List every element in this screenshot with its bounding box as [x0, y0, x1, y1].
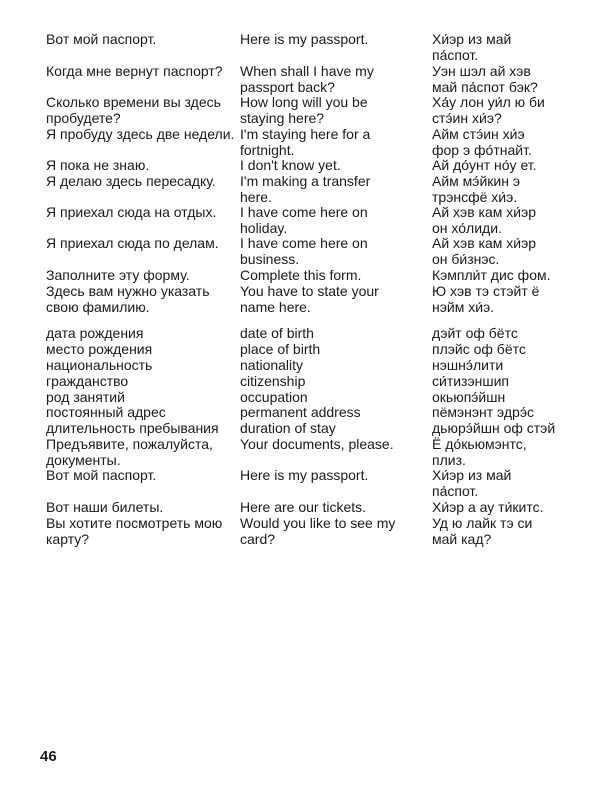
russian-phrase [46, 95, 236, 126]
english-phrase [240, 205, 420, 236]
english-phrase-line: Here is my passport. [240, 31, 369, 47]
english-phrase-line: Would you like to see my [240, 515, 396, 531]
transcription-line: плиз. [432, 451, 466, 468]
transcription [432, 358, 600, 374]
english-phrase-line: duration of stay [240, 420, 336, 436]
transcription-line: Уд ю лайк тэ си [432, 515, 533, 531]
russian-phrase-line: дата рождения [46, 325, 144, 341]
russian-phrase-line: место рождения [46, 341, 153, 357]
english-phrase [240, 64, 420, 95]
russian-phrase-line: Сколько времени вы здесь [46, 94, 221, 110]
transcription-line: дьюрэ́йшн оф стэй [432, 420, 556, 436]
russian-phrase-line: карту? [46, 530, 90, 547]
russian-phrase-line: Заполните эту форму. [46, 267, 190, 283]
transcription [432, 421, 600, 437]
transcription-line: нэйм хи́э. [432, 298, 495, 315]
transcription [432, 326, 600, 342]
transcription-line: Уэн шэл ай хэв [432, 63, 531, 79]
english-phrase [240, 421, 420, 437]
russian-phrase-line: длительность пребывания [46, 420, 219, 436]
transcription-line: он би́знэс. [432, 250, 500, 267]
transcription [432, 32, 600, 63]
russian-phrase [46, 468, 236, 484]
transcription-line: нэшнэ́лити [432, 357, 504, 373]
russian-phrase [46, 500, 236, 516]
russian-phrase [46, 268, 236, 284]
english-phrase-line: passport back? [240, 78, 335, 95]
transcription-line: Айм стэ́ин хи́э [432, 126, 525, 142]
russian-phrase-line: род занятий [46, 389, 125, 405]
transcription-line: май кад? [432, 530, 492, 547]
transcription [432, 516, 600, 547]
transcription-line: стэ́ин хи́э? [432, 109, 502, 126]
english-phrase [240, 516, 420, 547]
transcription-line: Хи́эр из май [432, 31, 512, 47]
english-phrase [240, 326, 420, 342]
transcription [432, 500, 600, 516]
transcription-line: пёмэнэнт эдрэ́с [432, 404, 534, 420]
english-phrase [240, 374, 420, 390]
english-phrase-line: business. [240, 250, 300, 267]
english-phrase-line: here. [240, 188, 272, 205]
transcription-line: Ха́у лон уи́л ю би [432, 94, 545, 110]
russian-phrase [46, 284, 236, 315]
english-phrase-line: date of birth [240, 325, 314, 341]
transcription-line: Хи́эр а ау ти́китс. [432, 499, 544, 515]
russian-phrase-line: свою фамилию. [46, 298, 150, 315]
russian-phrase-line: Я приехал сюда на отдых. [46, 204, 217, 220]
russian-phrase [46, 358, 236, 374]
russian-phrase-line: Я пробуду здесь две недели. [46, 126, 235, 142]
russian-phrase-line: Предъявите, пожалуйста, [46, 436, 213, 452]
transcription-line: плэйс оф бётс [432, 341, 526, 357]
english-phrase-line: staying here? [240, 109, 325, 126]
transcription-line: Ай хэв кам хи́эр [432, 235, 537, 251]
russian-phrase-line: Я приехал сюда по делам. [46, 235, 219, 251]
english-phrase-line: I have come here on [240, 235, 368, 251]
transcription [432, 284, 600, 315]
english-phrase [240, 174, 420, 205]
english-phrase [240, 284, 420, 315]
english-phrase [240, 342, 420, 358]
russian-phrase [46, 158, 236, 174]
english-phrase-line: I'm staying here for a [240, 126, 371, 142]
transcription [432, 174, 600, 205]
english-phrase-line: card? [240, 530, 276, 547]
transcription-line: Ай хэв кам хи́эр [432, 204, 537, 220]
russian-phrase [46, 421, 236, 437]
english-phrase-line: holiday. [240, 219, 288, 236]
transcription [432, 236, 600, 267]
transcription-line: си́тизэншип [432, 373, 509, 389]
english-phrase-line: Complete this form. [240, 267, 362, 283]
english-phrase [240, 236, 420, 267]
transcription [432, 468, 600, 499]
english-phrase-line: How long will you be [240, 94, 368, 110]
english-phrase-line: When shall I have my [240, 63, 374, 79]
english-phrase [240, 268, 420, 284]
transcription [432, 95, 600, 126]
page-number: 46 [40, 748, 57, 765]
transcription-line: фор э фо́тнайт. [432, 141, 532, 158]
transcription-line: Хи́эр из май [432, 467, 512, 483]
transcription-line: май па́спот бэк? [432, 78, 538, 95]
russian-phrase-line: пробудете? [46, 109, 121, 126]
english-phrase [240, 500, 420, 516]
transcription [432, 127, 600, 158]
english-phrase [240, 437, 420, 453]
russian-phrase-line: Вы хотите посмотреть мою [46, 515, 223, 531]
english-phrase [240, 95, 420, 126]
russian-phrase-line: документы. [46, 451, 121, 468]
russian-phrase-line: Вот мой паспорт. [46, 467, 157, 483]
transcription-line: Ю хэв тэ стэйт ё [432, 283, 540, 299]
english-phrase-line: occupation [240, 389, 308, 405]
russian-phrase [46, 32, 236, 48]
transcription [432, 64, 600, 95]
english-phrase-line: I'm making a transfer [240, 173, 371, 189]
transcription-line: дэйт оф бётс [432, 325, 518, 341]
transcription [432, 342, 600, 358]
transcription-line: Ай до́унт но́у ет. [432, 157, 537, 173]
russian-phrase [46, 64, 236, 80]
transcription-line: Кэмпли́т дис фом. [432, 267, 551, 283]
english-phrase [240, 468, 420, 484]
russian-phrase-line: Вот мой паспорт. [46, 31, 157, 47]
russian-phrase [46, 437, 236, 468]
russian-phrase-line: Когда мне вернут паспорт? [46, 63, 223, 79]
english-phrase-line: Your documents, please. [240, 436, 394, 452]
russian-phrase-line: Я делаю здесь пересадку. [46, 173, 216, 189]
english-phrase [240, 358, 420, 374]
english-phrase [240, 32, 420, 48]
russian-phrase [46, 174, 236, 190]
transcription-line: па́спот. [432, 482, 479, 499]
russian-phrase [46, 127, 236, 143]
english-phrase-line: fortnight. [240, 141, 295, 158]
english-phrase-line: I don't know yet. [240, 157, 341, 173]
transcription [432, 268, 600, 284]
english-phrase-line: permanent address [240, 404, 361, 420]
english-phrase-line: nationality [240, 357, 304, 373]
transcription [432, 374, 600, 390]
russian-phrase [46, 516, 236, 547]
transcription-line: па́спот. [432, 46, 479, 63]
transcription [432, 437, 600, 468]
english-phrase [240, 158, 420, 174]
english-phrase-line: Here is my passport. [240, 467, 369, 483]
russian-phrase-line: Вот наши билеты. [46, 499, 164, 515]
english-phrase [240, 405, 420, 421]
russian-phrase-line: гражданство [46, 373, 129, 389]
english-phrase-line: Here are our tickets. [240, 499, 367, 515]
transcription [432, 405, 600, 421]
transcription [432, 158, 600, 174]
english-phrase-line: citizenship [240, 373, 306, 389]
russian-phrase [46, 374, 236, 390]
russian-phrase-line: постоянный адрес [46, 404, 166, 420]
russian-phrase-line: Я пока не знаю. [46, 157, 150, 173]
transcription-line: Айм мэ́йкин э [432, 173, 520, 189]
transcription-line: окьюпэ́йшн [432, 389, 506, 405]
transcription-line: трэнсфё хи́э. [432, 188, 518, 205]
russian-phrase [46, 405, 236, 421]
russian-phrase [46, 236, 236, 252]
russian-phrase [46, 342, 236, 358]
transcription-line: он хо́лиди. [432, 219, 502, 236]
russian-phrase [46, 326, 236, 342]
russian-phrase-line: Здесь вам нужно указать [46, 283, 210, 299]
english-phrase-line: You have to state your [240, 283, 379, 299]
transcription [432, 205, 600, 236]
transcription-line: Ё до́кьюмэнтс, [432, 436, 527, 452]
russian-phrase-line: национальность [46, 357, 153, 373]
english-phrase [240, 127, 420, 158]
english-phrase-line: place of birth [240, 341, 321, 357]
english-phrase-line: I have come here on [240, 204, 368, 220]
english-phrase-line: name here. [240, 298, 311, 315]
russian-phrase [46, 205, 236, 221]
